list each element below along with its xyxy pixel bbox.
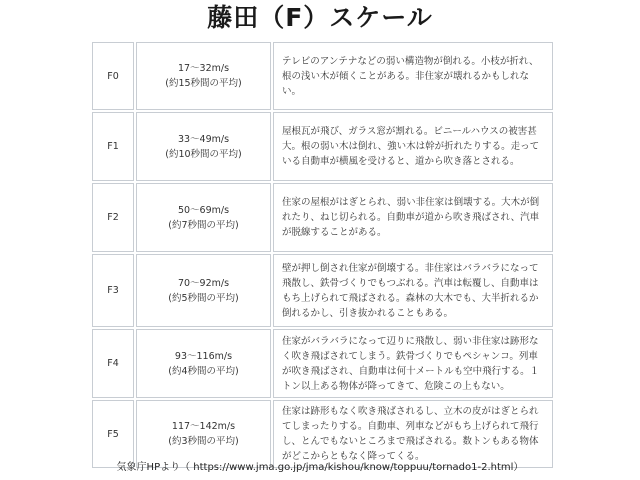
damage-description: 壁が押し倒され住家が倒壊する。非住家はバラバラになって飛散し、鉄骨づくりでもつぶれる。汽車は転覆し、自動車はもち上げられて飛ばされる。森林の大木でも、大半折れるか倒れるかし、引き抜かれることもある。 [273, 254, 553, 327]
wind-speed: 50～69m/s [177, 204, 230, 216]
rank-cell: F5 [92, 400, 134, 468]
wind-speed-cell [136, 254, 271, 327]
table-row-f5 [92, 400, 553, 468]
table-row-f3 [92, 254, 553, 327]
damage-description: テレビのアンテナなどの弱い構造物が倒れる。小枝が折れ、根の浅い木が傾くことがある。非住家が壊れるかもしれない。 [273, 42, 553, 110]
averaging-period: (約3秒間の平均) [168, 436, 239, 447]
rank-cell: F3 [92, 254, 134, 327]
averaging-period: (約15秒間の平均) [165, 78, 242, 89]
damage-description: 住家がバラバラになって辺りに飛散し、弱い非住家は跡形なく吹き飛ばされてしまう。鉄骨づくりでもペシャンコ。列車が吹き飛ばされ、自動車は何十メートルも空中飛行する。１トン以上ある物体が降ってきて、危険この上もない。 [273, 329, 553, 398]
table-row-f2 [92, 183, 553, 252]
table-row-f1 [92, 112, 553, 181]
averaging-period: (約10秒間の平均) [165, 148, 242, 160]
rank-cell: F1 [92, 112, 134, 181]
averaging-period: (約7秒間の平均) [168, 219, 239, 231]
rank-cell: F4 [92, 329, 134, 398]
page-title: 藤田（F）スケール [207, 3, 433, 32]
rank-cell: F0 [92, 42, 134, 110]
wind-speed-cell [136, 42, 271, 110]
damage-description: 住家は跡形もなく吹き飛ばされるし、立木の皮がはぎとられてしまったりする。自動車、列車などがもち上げられて飛行し、とんでもないところまで飛ばされる。数トンもある物体がどこからともなく降ってくる。 [273, 400, 553, 468]
wind-speed-cell [136, 183, 271, 252]
averaging-period: (約5秒間の平均) [168, 292, 239, 304]
wind-speed: 17～32m/s [177, 63, 230, 74]
averaging-period: (約4秒間の平均) [168, 365, 239, 377]
wind-speed-cell [136, 329, 271, 398]
table-row-f0 [92, 42, 553, 110]
damage-description: 住家の屋根がはぎとられ、弱い非住家は倒壊する。大木が倒れたり、ねじ切られる。自動車が道から吹き飛ばされ、汽車が脱線することがある。 [273, 183, 553, 252]
wind-speed: 33～49m/s [177, 133, 230, 145]
damage-description: 屋根瓦が飛び、ガラス窓が割れる。ビニールハウスの被害甚大。根の弱い木は倒れ、強い木は幹が折れたりする。走っている自動車が横風を受けると、道から吹き落とされる。 [273, 112, 553, 181]
rank-cell: F2 [92, 183, 134, 252]
source-citation: 気象庁HPより（ https://www.jma.go.jp/jma/kishou/know/toppuu/tornado1-2.html） [116, 462, 524, 473]
wind-speed-cell [136, 112, 271, 181]
wind-speed: 117～142m/s [171, 421, 236, 432]
wind-speed: 70～92m/s [177, 277, 230, 289]
fujita-scale-table [90, 40, 555, 470]
wind-speed-cell [136, 400, 271, 468]
wind-speed: 93～116m/s [174, 350, 233, 362]
table-row-f4 [92, 329, 553, 398]
